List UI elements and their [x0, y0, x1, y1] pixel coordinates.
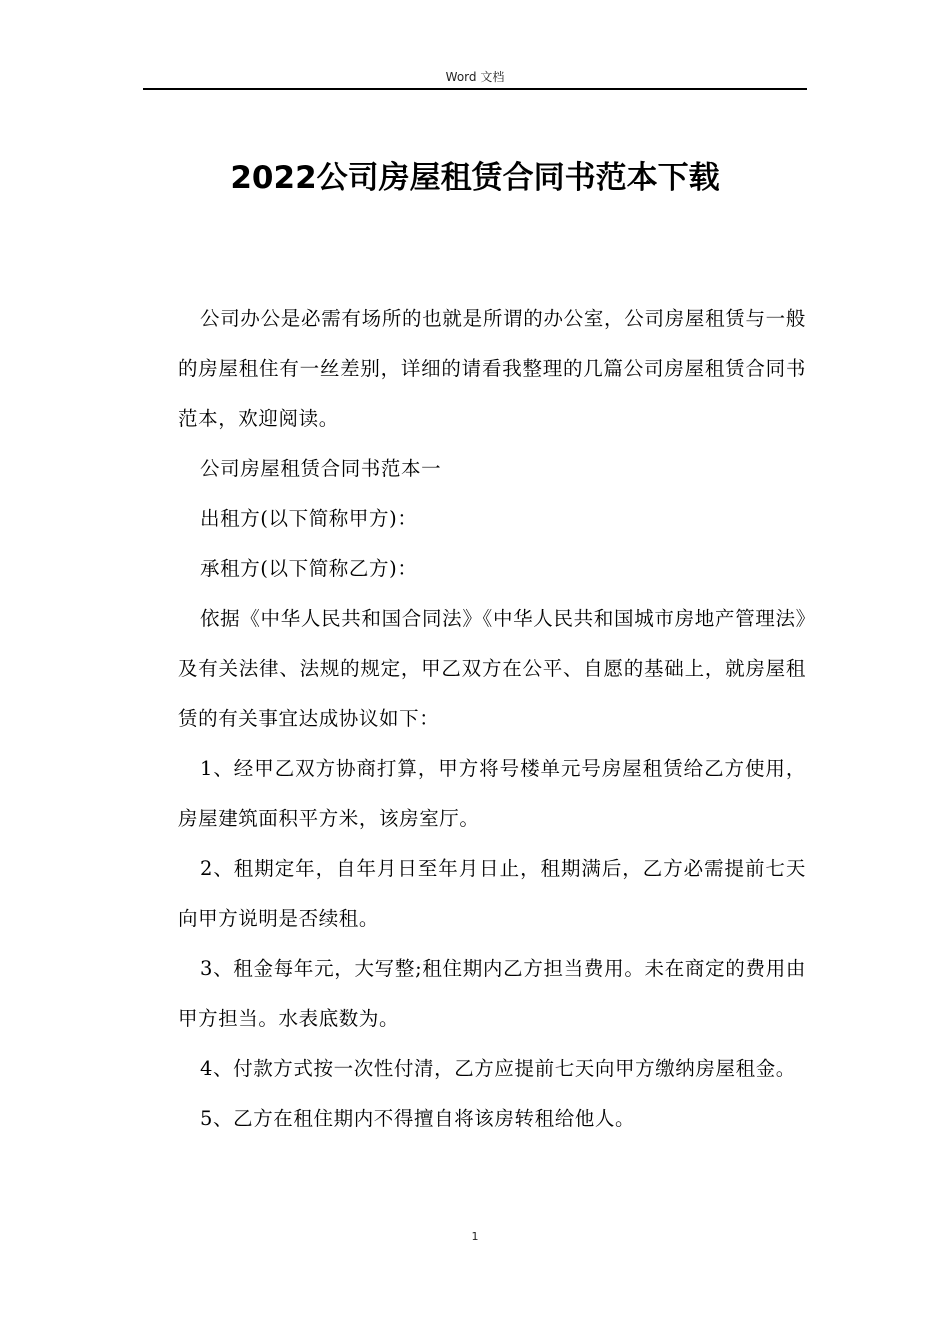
- paragraph-clause-1: 1、经甲乙双方协商打算，甲方将号楼单元号房屋租赁给乙方使用，房屋建筑面积平方米，该房室厅。: [178, 757, 806, 830]
- paragraph-clause-3: 3、租金每年元，大写整;租住期内乙方担当费用。未在商定的费用由甲方担当。水表底数为。: [178, 957, 806, 1030]
- paragraph-lessor: 出租方(以下简称甲方)：: [200, 507, 418, 530]
- paragraph-intro: 公司办公是必需有场所的也就是所谓的办公室，公司房屋租赁与一般的房屋租住有一丝差别，详细的请看我整理的几篇公司房屋租赁合同书范本，欢迎阅读。: [178, 307, 806, 430]
- paragraph-clause-2: 2、租期定年，自年月日至年月日止，租期满后，乙方必需提前七天向甲方说明是否续租。: [178, 857, 806, 930]
- paragraph-section-heading: 公司房屋租赁合同书范本一: [200, 457, 442, 480]
- page-header: [143, 66, 807, 90]
- paragraph-clause-4: 4、付款方式按一次性付清，乙方应提前七天向甲方缴纳房屋租金。: [200, 1057, 796, 1080]
- paragraph-legal-basis: 依据《中华人民共和国合同法》《中华人民共和国城市房地产管理法》及有关法律、法规的规定，甲乙双方在公平、自愿的基础上，就房屋租赁的有关事宜达成协议如下：: [178, 607, 806, 730]
- page-number: 1: [471, 1230, 479, 1243]
- document-body: [178, 294, 806, 1144]
- document-title: 2022公司房屋租赁合同书范本下载: [230, 160, 720, 196]
- paragraph-clause-5: 5、乙方在租住期内不得擅自将该房转租给他人。: [200, 1107, 636, 1130]
- paragraph-lessee: 承租方(以下简称乙方)：: [200, 557, 418, 580]
- header-text: Word 文档: [445, 70, 505, 84]
